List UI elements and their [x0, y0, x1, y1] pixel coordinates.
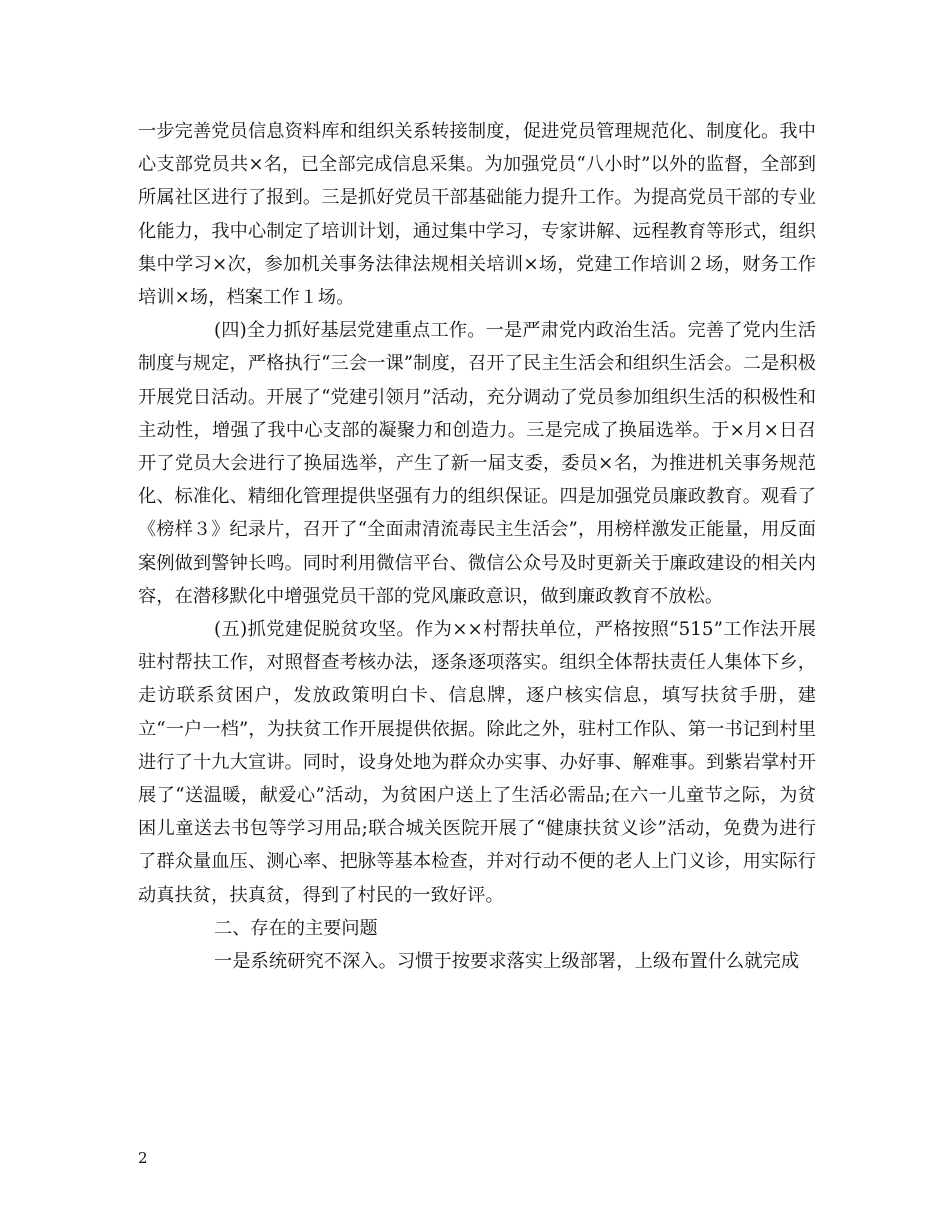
paragraph-section-five: (五)抓党建促脱贫攻坚。作为××村帮扶单位，严格按照“515”工作法开展驻村帮扶工作，对照督查考核办法，逐条逐项落实。组织全体帮扶责任人集体下乡，走访联系贫困户，发放政策明白卡、信息牌，逐户核实信息，填写扶贫手册，建立“一户一档”，为扶贫工作开展提供依据。除此之外，驻村工作队、第一书记到村里进行了十九大宣讲。同时，设身处地为群众办实事、办好事、解难事。到紫岩掌村开展了“送温暖，献爱心”活动，为贫困户送上了生活必需品;在六一儿童节之际，为贫困儿童送去书包等学习用品;联合城关医院开展了“健康扶贫义诊”活动，免费为进行了群众量血压、测心率、把脉等基本检查，并对行动不便的老人上门义诊，用实际行动真扶贫，扶真贫，得到了村民的一致好评。 — [138, 619, 816, 906]
paragraph-section-four: (四)全力抓好基层党建重点工作。一是严肃党内政治生活。完善了党内生活制度与规定，严格执行“三会一课”制度，召开了民主生活会和组织生活会。二是积极开展党日活动。开展了“党建引领月”活动，充分调动了党员参加组织生活的积极性和主动性，增强了我中心支部的凝聚力和创造力。三是完成了换届选举。于×月×日召开了党员大会进行了换届选举，产生了新一届支委，委员×名，为推进机关事务规范化、标准化、精细化管理提供坚强有力的组织保证。四是加强党员廉政教育。观看了《榜样３》纪录片，召开了“全面肃清流毒民主生活会”，用榜样激发正能量，用反面案例做到警钟长鸣。同时利用微信平台、微信公众号及时更新关于廉政建设的相关内容，在潜移默化中增强党员干部的党风廉政意识，做到廉政教育不放松。 — [138, 320, 816, 607]
section-heading: 二、存在的主要问题 — [214, 917, 378, 939]
document-body — [138, 115, 816, 978]
paragraph-problems-first: 一是系统研究不深入。习惯于按要求落实上级部署，上级布置什么就完成 — [214, 951, 800, 973]
page-number: 2 — [138, 1149, 148, 1167]
paragraph-continuation: 一步完善党员信息资料库和组织关系转接制度，促进党员管理规范化、制度化。我中心支部党员共×名，已全部完成信息采集。为加强党员“八小时”以外的监督，全部到所属社区进行了报到。三是抓好党员干部基础能力提升工作。为提高党员干部的专业化能力，我中心制定了培训计划，通过集中学习，专家讲解、远程教育等形式，组织集中学习×次，参加机关事务法律法规相关培训×场，党建工作培训２场，财务工作培训×场，档案工作１场。 — [138, 121, 816, 309]
